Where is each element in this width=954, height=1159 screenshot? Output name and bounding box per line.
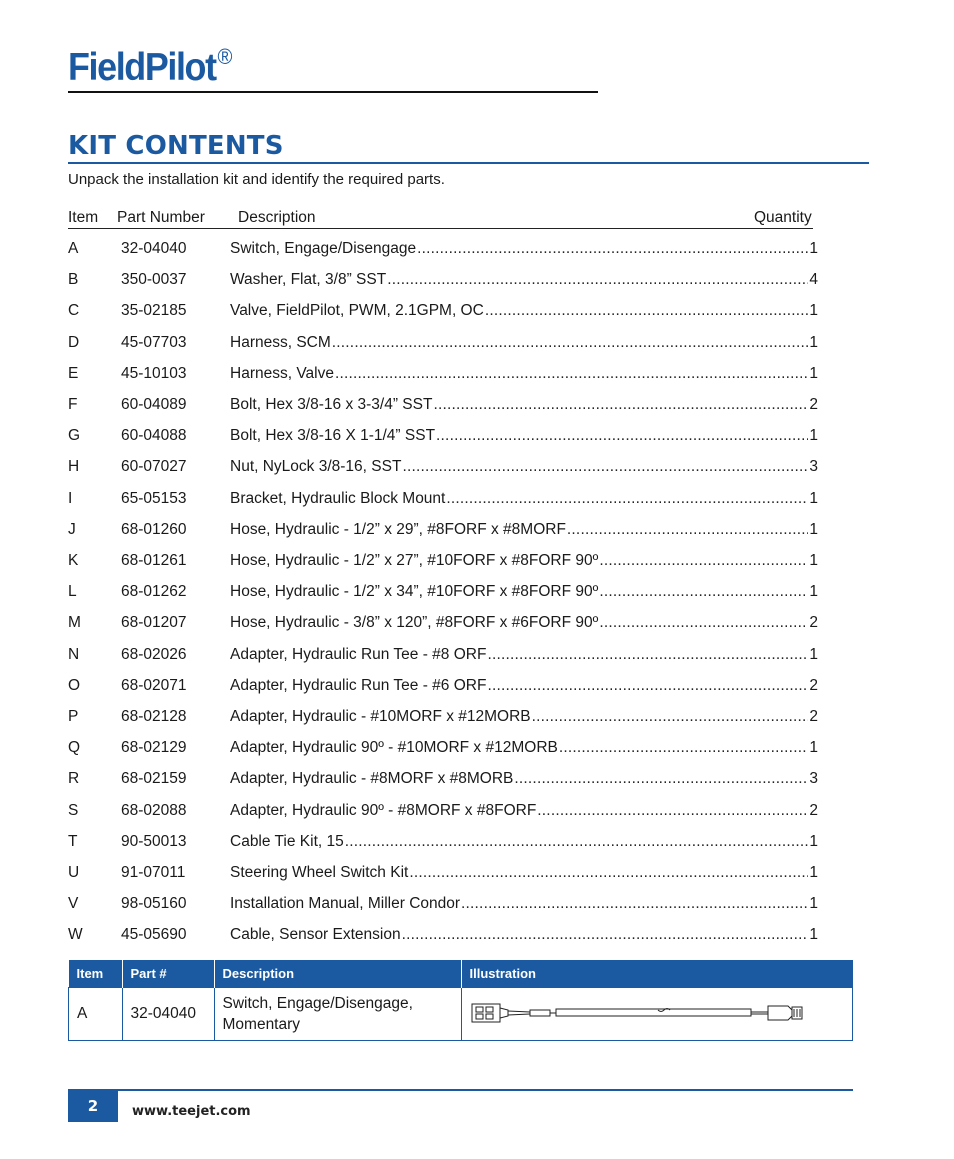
list-item-quantity: 1 xyxy=(809,926,818,944)
list-item-code: G xyxy=(68,427,81,445)
detail-desc xyxy=(214,988,461,1041)
dot-leader xyxy=(461,895,808,913)
list-item-code: E xyxy=(68,364,79,382)
detail-illustration xyxy=(461,988,853,1041)
list-item-part-number: 35-02185 xyxy=(121,302,187,320)
col-head-item: Item xyxy=(68,209,99,226)
list-item-description: Hose, Hydraulic - 1/2” x 29”, #8FORF x #8MORF xyxy=(230,520,566,538)
list-item-description-line xyxy=(230,833,818,851)
list-item-description: Adapter, Hydraulic Run Tee - #6 ORF xyxy=(230,676,487,694)
dot-leader xyxy=(487,677,808,695)
dot-leader xyxy=(387,271,808,289)
list-item-description: Hose, Hydraulic - 3/8” x 120”, #8FORF x #6FORF 90º xyxy=(230,614,599,632)
list-item xyxy=(68,864,818,895)
list-item-quantity: 1 xyxy=(809,427,818,445)
list-item-description-line xyxy=(230,521,818,539)
list-item-quantity: 1 xyxy=(809,864,818,881)
list-item-description-line xyxy=(230,926,818,944)
list-item-part-number: 68-02071 xyxy=(121,676,187,694)
list-item-description-line xyxy=(230,708,818,726)
list-item-description-line xyxy=(230,739,818,757)
list-item-description: Adapter, Hydraulic 90º - #10MORF x #12MORB xyxy=(230,739,558,757)
list-item xyxy=(68,926,818,957)
list-item-description: Hose, Hydraulic - 1/2” x 27”, #10FORF x #8FORF 90º xyxy=(230,552,599,569)
list-item-quantity: 1 xyxy=(809,645,818,663)
list-item-description: Harness, SCM xyxy=(230,333,331,351)
list-item xyxy=(68,521,818,552)
list-item-code: P xyxy=(68,708,79,725)
list-item-part-number: 91-07011 xyxy=(121,864,186,881)
list-item-quantity: 1 xyxy=(809,489,818,507)
dot-leader xyxy=(599,614,808,632)
list-item-quantity: 2 xyxy=(809,676,818,694)
list-item xyxy=(68,739,818,770)
list-item-quantity: 1 xyxy=(809,520,818,538)
list-item-description: Switch, Engage/Disengage xyxy=(230,240,417,257)
section-rule xyxy=(68,162,869,164)
switch-cable-illustration xyxy=(468,992,844,1032)
list-item-quantity: 1 xyxy=(809,895,818,913)
footer-rule xyxy=(68,1089,853,1091)
list-item-code: I xyxy=(68,489,73,507)
list-item-quantity: 2 xyxy=(809,801,818,819)
dot-leader xyxy=(402,926,809,944)
list-item xyxy=(68,552,818,583)
list-item-part-number: 98-05160 xyxy=(121,895,187,913)
list-item xyxy=(68,895,818,926)
dot-leader xyxy=(514,770,808,788)
col-head-qty: Quantity xyxy=(754,209,812,226)
list-item-description: Adapter, Hydraulic Run Tee - #8 ORF xyxy=(230,645,487,663)
list-item-quantity: 3 xyxy=(809,458,818,476)
dot-leader xyxy=(433,396,808,414)
list-item-description-line xyxy=(230,677,818,695)
list-item-code: O xyxy=(68,676,81,694)
list-item-description-line xyxy=(230,240,818,258)
list-item xyxy=(68,802,818,833)
list-item xyxy=(68,677,818,708)
list-item-quantity: 1 xyxy=(809,333,818,351)
detail-part: 32-04040 xyxy=(122,988,214,1041)
list-item xyxy=(68,334,818,365)
list-item-part-number: 68-02129 xyxy=(121,739,187,757)
list-item-code: C xyxy=(68,302,80,320)
list-item-description: Steering Wheel Switch Kit xyxy=(230,864,409,881)
list-item-code: Q xyxy=(68,739,81,757)
dot-leader xyxy=(436,427,808,445)
section-title: KIT CONTENTS xyxy=(68,131,284,161)
list-item-part-number: 60-04088 xyxy=(121,427,187,445)
col-head-rule xyxy=(68,228,813,229)
list-item-code: S xyxy=(68,801,79,819)
list-item-code: M xyxy=(68,614,81,632)
list-item-description-line xyxy=(230,396,818,414)
list-item-description: Bracket, Hydraulic Block Mount xyxy=(230,489,446,507)
list-item-quantity: 2 xyxy=(809,396,818,413)
dot-leader xyxy=(537,802,808,820)
list-item-quantity: 1 xyxy=(809,364,818,382)
list-item-description-line xyxy=(230,552,818,570)
detail-table xyxy=(68,960,853,1041)
list-item-description: Bolt, Hex 3/8-16 X 1-1/4” SST xyxy=(230,427,436,445)
list-item-quantity: 1 xyxy=(809,552,818,569)
list-item-description: Cable Tie Kit, 15 xyxy=(230,832,344,850)
dot-leader xyxy=(446,490,808,508)
brand-logo xyxy=(68,44,232,90)
list-item-description-line xyxy=(230,302,818,320)
list-item-part-number: 90-50013 xyxy=(121,832,187,850)
list-item-code: F xyxy=(68,396,78,413)
list-item-part-number: 32-04040 xyxy=(121,240,187,257)
list-item-part-number: 68-02159 xyxy=(121,770,187,788)
list-item-code: T xyxy=(68,832,78,850)
list-item-quantity: 1 xyxy=(809,240,818,257)
list-item-quantity: 1 xyxy=(809,739,818,757)
list-item-description: Nut, NyLock 3/8-16, SST xyxy=(230,458,402,476)
list-item-part-number: 60-04089 xyxy=(121,396,187,413)
dot-leader xyxy=(485,302,809,320)
list-item-description-line xyxy=(230,770,818,788)
dot-leader xyxy=(532,708,809,726)
list-item-description: Hose, Hydraulic - 1/2” x 34”, #10FORF x #8FORF 90º xyxy=(230,583,599,601)
list-item-description-line xyxy=(230,427,818,445)
list-item-quantity: 2 xyxy=(809,614,818,632)
list-item-code: D xyxy=(68,333,80,351)
list-item-part-number: 68-02026 xyxy=(121,645,187,663)
detail-head-item: Item xyxy=(69,960,123,988)
detail-head-part: Part # xyxy=(122,960,214,988)
list-item-description-line xyxy=(230,365,818,383)
detail-desc-line1: Switch, Engage/Disengage, xyxy=(222,995,413,1012)
list-item-part-number: 45-10103 xyxy=(121,364,187,382)
list-item-description-line xyxy=(230,646,818,664)
dot-leader xyxy=(409,864,808,882)
dot-leader xyxy=(402,458,808,476)
list-item-part-number: 65-05153 xyxy=(121,489,187,507)
list-item xyxy=(68,708,818,739)
list-item-code: B xyxy=(68,271,79,289)
dot-leader xyxy=(417,240,808,258)
list-item-part-number: 45-05690 xyxy=(121,926,187,944)
list-item-code: H xyxy=(68,458,80,476)
list-item-part-number: 68-02128 xyxy=(121,708,187,725)
brand-underline xyxy=(68,91,598,93)
list-item-description-line xyxy=(230,802,818,820)
detail-head-illustration: Illustration xyxy=(461,960,853,988)
dot-leader xyxy=(599,552,808,570)
list-item xyxy=(68,302,818,333)
list-item-description-line xyxy=(230,864,818,882)
list-item-description-line xyxy=(230,490,818,508)
list-item-description: Cable, Sensor Extension xyxy=(230,926,401,944)
dot-leader xyxy=(487,646,808,664)
list-item-part-number: 68-01207 xyxy=(121,614,187,632)
list-item xyxy=(68,646,818,677)
list-item-description: Washer, Flat, 3/8” SST xyxy=(230,271,387,289)
list-item-part-number: 68-02088 xyxy=(121,801,187,819)
list-item-part-number: 68-01261 xyxy=(121,552,187,569)
list-item xyxy=(68,396,818,427)
list-item xyxy=(68,240,818,271)
list-item xyxy=(68,583,818,614)
list-item-code: U xyxy=(68,864,80,881)
list-item-description-line xyxy=(230,334,818,352)
list-item-description: Valve, FieldPilot, PWM, 2.1GPM, OC xyxy=(230,302,484,320)
list-item-part-number: 350-0037 xyxy=(121,271,187,289)
list-item-quantity: 3 xyxy=(809,770,818,788)
list-item-description: Harness, Valve xyxy=(230,364,334,382)
dot-leader xyxy=(559,739,809,757)
detail-head-desc: Description xyxy=(214,960,461,988)
dot-leader xyxy=(335,365,808,383)
list-item-description: Adapter, Hydraulic - #8MORF x #8MORB xyxy=(230,770,514,788)
dot-leader xyxy=(567,521,808,539)
dot-leader xyxy=(599,583,808,601)
list-item xyxy=(68,365,818,396)
list-item xyxy=(68,833,818,864)
brand-name: FieldPilot xyxy=(68,46,216,89)
list-item-description-line xyxy=(230,458,818,476)
list-item-code: J xyxy=(68,520,76,538)
list-item-code: K xyxy=(68,552,79,569)
list-item-part-number: 68-01262 xyxy=(121,583,187,601)
list-item-quantity: 4 xyxy=(809,271,818,289)
list-item-code: R xyxy=(68,770,80,788)
registered-mark: ® xyxy=(217,44,233,69)
website-link[interactable]: www.teejet.com xyxy=(132,1104,251,1119)
list-item-description-line xyxy=(230,895,818,913)
dot-leader xyxy=(332,334,809,352)
list-item-description: Installation Manual, Miller Condor xyxy=(230,895,461,913)
list-item-description: Bolt, Hex 3/8-16 x 3-3/4” SST xyxy=(230,396,433,413)
intro-text: Unpack the installation kit and identify the required parts. xyxy=(68,171,445,188)
list-item-code: A xyxy=(68,240,79,257)
list-item-part-number: 60-07027 xyxy=(121,458,187,476)
list-item-quantity: 2 xyxy=(809,708,818,725)
list-item-quantity: 1 xyxy=(809,583,818,601)
list-item-description: Adapter, Hydraulic - #10MORF x #12MORB xyxy=(230,708,531,725)
dot-leader xyxy=(345,833,809,851)
col-head-desc: Description xyxy=(238,209,316,226)
table-row xyxy=(69,988,853,1041)
list-item xyxy=(68,770,818,801)
list-item-part-number: 45-07703 xyxy=(121,333,187,351)
list-item-description: Adapter, Hydraulic 90º - #8MORF x #8FORF xyxy=(230,801,537,819)
list-item-quantity: 1 xyxy=(809,832,818,850)
list-item-part-number: 68-01260 xyxy=(121,520,187,538)
list-item-code: L xyxy=(68,583,77,601)
list-item xyxy=(68,490,818,521)
list-item-code: N xyxy=(68,645,80,663)
list-item xyxy=(68,614,818,645)
list-item-description-line xyxy=(230,271,818,289)
col-head-part: Part Number xyxy=(117,209,205,226)
detail-table-header xyxy=(69,960,853,988)
list-item-description-line xyxy=(230,583,818,601)
detail-desc-line2: Momentary xyxy=(222,1016,301,1033)
list-item xyxy=(68,458,818,489)
list-item-quantity: 1 xyxy=(809,302,818,320)
page-number: 2 xyxy=(68,1091,118,1122)
list-item xyxy=(68,427,818,458)
list-item xyxy=(68,271,818,302)
list-item-code: V xyxy=(68,895,79,913)
list-item-description-line xyxy=(230,614,818,632)
list-item-code: W xyxy=(68,926,83,944)
detail-item: A xyxy=(69,988,123,1041)
